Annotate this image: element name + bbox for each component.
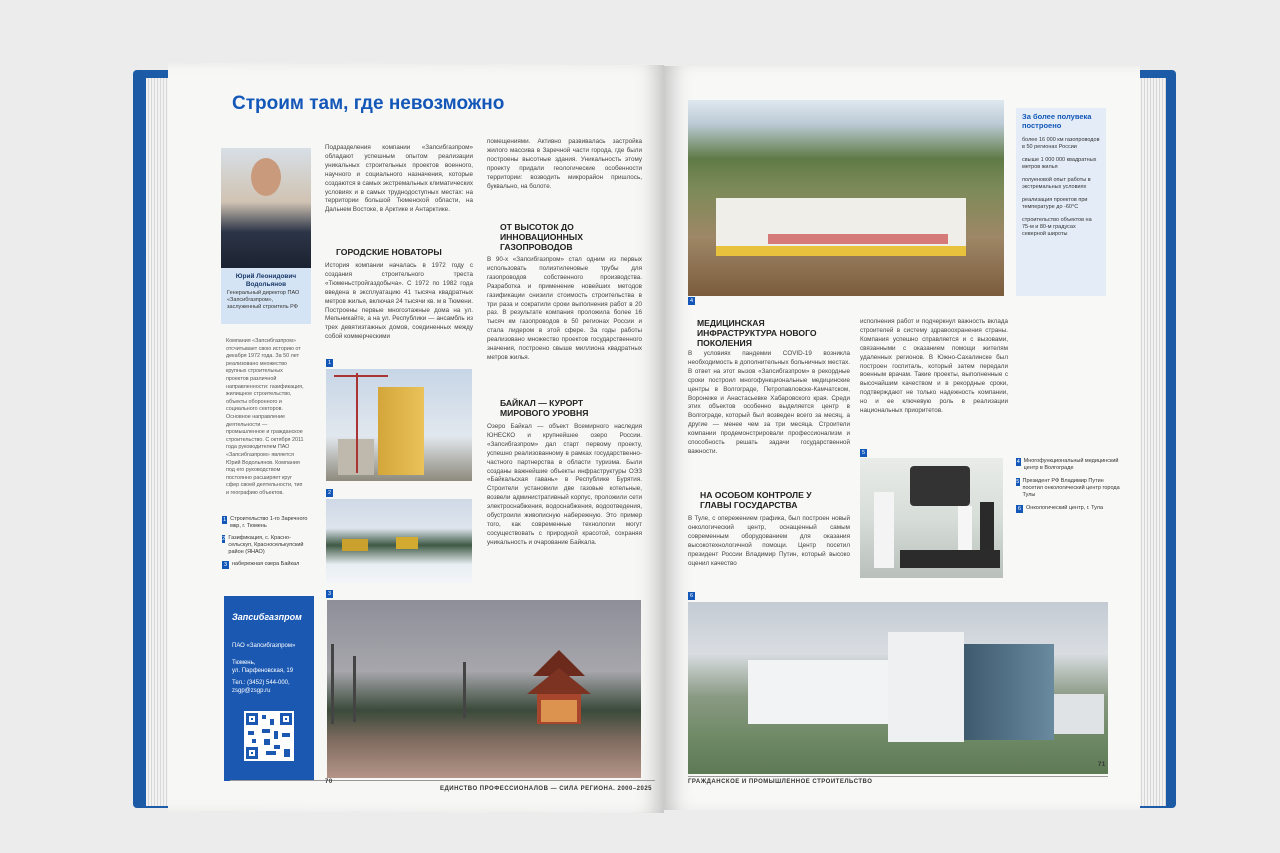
photo-number: 6 — [689, 593, 694, 599]
doctor-figure — [874, 492, 894, 568]
pavilion — [527, 650, 591, 730]
stats-item: реализация проектов при температуре до -60°С — [1022, 197, 1088, 210]
sidebar-text: Компания «Запсибгазпром» отсчитывает свою историю от декабря 1972 года. За 50 лет реализовано множество крупных строительных проектов различной направленности: газификация, жилищное строительство, объекты оборонного и социального секторов. Основное направление деятельности — промышленное и гражданское строительство. С октября 2011 года руководителем ПАО «Запсибгазпром» является Юрий Водольянов. Компания под его руководством постоянно расширяет круг сфер своей деятельности, тип и географию объектов. — [226, 338, 304, 496]
clinic-glass-block — [964, 644, 1054, 740]
photo-number: 5 — [861, 450, 866, 456]
page-number: 71 — [1098, 762, 1106, 768]
crane-arm — [334, 375, 388, 377]
excavator — [396, 537, 418, 549]
portrait-face — [251, 158, 281, 196]
qr-code — [244, 711, 294, 761]
company-name: ПАО «Запсибгазпром» — [232, 643, 296, 649]
section-heading: БАЙКАЛ — КУРОРТ МИРОВОГО УРОВНЯ — [500, 398, 589, 418]
caption-item — [1016, 458, 1120, 472]
hospital-trim — [716, 246, 966, 256]
caption-number: 3 — [223, 562, 228, 568]
stats-item: более 16 000 км газопроводов в 50 регионах России — [1022, 137, 1100, 150]
section-text: В Туле, с опережением графика, был построен новый онкологический центр, оснащенный самым современным оборудованием для оказания высокотехнологичной помощи. Центр посетил президент России Владимир Путин, который высоко оценил качество — [688, 515, 850, 567]
section-text: В условиях пандемии COVID-19 возникла необходимость в дополнительных больничных местах. В ответ на этот вызов «Запсибгазпром» в рекордные сроки построил многофункциональные медицинские центры в Волгограде, Петропавловске-Камчатском, Воронеже и Анастасьевке Хабаровского края. Среди этих объектов особенно выделяется центр в Волгограде, который был возведен всего за месяц, а другие — менее чем за три месяца. Строители компании продемонстрировали профессионализм и способность решать задачи государственной важности. — [688, 350, 850, 455]
photo-president-visit — [860, 458, 1003, 578]
section-text: История компании началась в 1972 году с создания строительного треста «Тюменьстройгаздобыча». С 1972 по 1982 года введена в эксплуатацию 41 тысяча квадратных метров жилья, включая 24 тысячи кв. м в Тюмени. Построены первые многоэтажные дома на ул. Мельникайте, а на ул. Республики — ансамбль из трех девятиэтажных домов, соединенных между собой коммерческими — [325, 262, 473, 341]
section-heading: ГОРОДСКИЕ НОВАТОРЫ — [336, 247, 442, 257]
caption-text: Многофункциональный медицинский центр в Волгограде — [1023, 458, 1119, 471]
caption-text: Онкологический центр, г. Тула — [1026, 505, 1104, 511]
section-text: В 90-х «Запсибгазпром» стал одним из первых использовать полиэтиленовые трубы для газопроводов собственного производства. Разработка и применение новейших методов газификации снизили стоимость строительства в три раза и сократили сроки выполнения работ в 20 раз. В результате компания проложила более 16 тысяч км газопроводов в 50 регионах России и стала лидером в этой сфере. За годы работы реализовано множество проектов государственного значения, построено свыше миллиона квадратных метров жилья. — [487, 256, 642, 361]
company-email: zsgp@zsgp.ru — [232, 688, 271, 694]
company-street: ул. Парфеновская, 19 — [232, 668, 294, 674]
portrait-role: Генеральный директор ПАО «Запсибгазпром», заслуженный строитель РФ — [227, 290, 300, 310]
photo-gas-pipeline — [326, 499, 472, 583]
page-number: 70 — [325, 779, 333, 785]
caption-number: 2 — [222, 536, 226, 542]
lamp-post — [331, 644, 334, 724]
caption-item — [1016, 478, 1120, 499]
caption-item — [222, 516, 314, 530]
page-title: Строим там, где невозможно — [232, 93, 505, 114]
caption-number: 6 — [1017, 506, 1022, 512]
running-footer: ЕДИНСТВО ПРОФЕССИОНАЛОВ — СИЛА РЕГИОНА. 2000–2025 — [440, 786, 653, 792]
clinic-wing — [748, 660, 888, 724]
roof-lettering — [768, 234, 948, 244]
clinic-tower — [888, 632, 964, 742]
photo-number: 1 — [327, 360, 332, 366]
photo-baikal-embankment — [327, 600, 641, 778]
qr-code-pattern — [244, 711, 294, 761]
footer-rule — [230, 780, 655, 781]
stats-panel — [1016, 108, 1106, 296]
stats-item: полуеновой опыт работы в экстремальных условиях — [1022, 177, 1091, 190]
lamp-post — [463, 662, 466, 718]
footer-rule — [688, 776, 1108, 777]
photo-number: 3 — [327, 591, 332, 597]
caption-item — [1016, 505, 1120, 513]
company-city: Тюмень, — [232, 660, 256, 666]
caption-text: набережная озера Байкал — [232, 561, 300, 567]
caption-text: Строительство 1-го Заречного мкр, г. Тюмень — [230, 516, 308, 529]
building — [378, 387, 424, 475]
excavator — [342, 539, 368, 551]
section-text: исполнения работ и подчеркнул важность вклада строителей в систему здравоохранения страны. Компания успешно справляется и с вызовами, связанными с оказанием помощи жителям удаленных регионов. В Южно-Сахалинске был построен госпиталь, который затем передали военным врачам. Такие проекты, выполненные с высочайшим качеством и в рекордные сроки, подтверждают не только надежность компании, но и ее ключевую роль в реализации национальных приоритетов. — [860, 318, 1008, 415]
clinic-annex — [1054, 694, 1104, 734]
intro-text: Подразделения компании «Запсибгазпром» обладают успешным опытом реализации уникальных строительных проектов военного, научного и социального назначения, которые создаются в самых экстремальных климатических условиях и в самых труднодоступных местах: на территории большой Тюменской области, на Дальнем Востоке, в Арктике и Антарктике. — [325, 144, 474, 214]
pavilion-shape — [527, 650, 591, 730]
medical-table — [900, 550, 1000, 568]
stats-item: свыше 1 000 000 квадратных метров жилья — [1022, 157, 1097, 170]
caption-number: 4 — [1016, 459, 1020, 465]
photo-volgograd-center — [688, 100, 1004, 296]
lamp-post — [353, 656, 356, 722]
medical-equipment — [910, 466, 970, 506]
caption-number: 1 — [223, 517, 227, 523]
photo-captions-right — [1016, 458, 1120, 513]
caption-text: Президент РФ Владимир Путин посетил онкологический центр города Тулы — [1022, 478, 1120, 498]
section-heading: ОТ ВЫСОТОК ДО ИННОВАЦИОННЫХ ГАЗОПРОВОДОВ — [500, 222, 583, 252]
section-text: Озеро Байкал — объект Всемирного наследия ЮНЕСКО и крупнейшее озеро России. «Запсибгазпром» дал старт первому проекту, успешно реализованному в рамках государственно-частного партнерства в области туризма. Были созданы важнейшие объекты инфраструктуры ОЭЗ «Байкальская гавань» в Республике Бурятия. Строители установили две газовые котельные, возвели административный корпус, проложили сети электроснабжения, водоснабжения, водоотведения, обустроили живописную набережную. Это пример того, как современные технологии могут сосуществовать с природной красотой, сохраняя уникальность и очарование Байкала. — [487, 423, 642, 546]
stats-heading: За более полувека построено — [1022, 112, 1092, 130]
section-heading: НА ОСОБОМ КОНТРОЛЕ У ГЛАВЫ ГОСУДАРСТВА — [700, 490, 812, 510]
crane — [356, 373, 358, 473]
photo-oncology-center — [688, 602, 1108, 774]
section-heading: МЕДИЦИНСКАЯ ИНФРАСТРУКТУРА НОВОГО ПОКОЛЕНИЯ — [697, 318, 817, 348]
caption-text: Газификация, с. Красно-сельскуп, Красноселькупский район (ЯНАО) — [228, 535, 304, 555]
photo-number: 2 — [327, 490, 332, 496]
caption-item — [222, 561, 314, 569]
photo-number: 4 — [689, 298, 694, 304]
photo-construction — [326, 369, 472, 481]
running-footer: ГРАЖДАНСКОЕ И ПРОМЫШЛЕННОЕ СТРОИТЕЛЬСТВО — [688, 779, 873, 785]
caption-item — [222, 535, 314, 556]
portrait-name: Юрий Леонидович Водольянов — [235, 273, 297, 288]
company-logo: Запсибгазпром — [232, 612, 302, 622]
continuation-text: помещениями. Активно развивалась застройка жилого массива в Заречной части города, где были построены высотные здания. Уникальность этому проекту придали геологические особенности территории: возводить микрорайон пришлось, буквально, на болоте. — [487, 138, 642, 190]
company-phone: Тел.: (3452) 544-000, — [232, 680, 290, 686]
photo-captions-left — [222, 516, 314, 569]
caption-number: 5 — [1016, 479, 1020, 485]
portrait-caption — [221, 268, 311, 324]
stats-item: строительство объектов на 75-м и 80-м градусах северной широты — [1022, 217, 1092, 237]
